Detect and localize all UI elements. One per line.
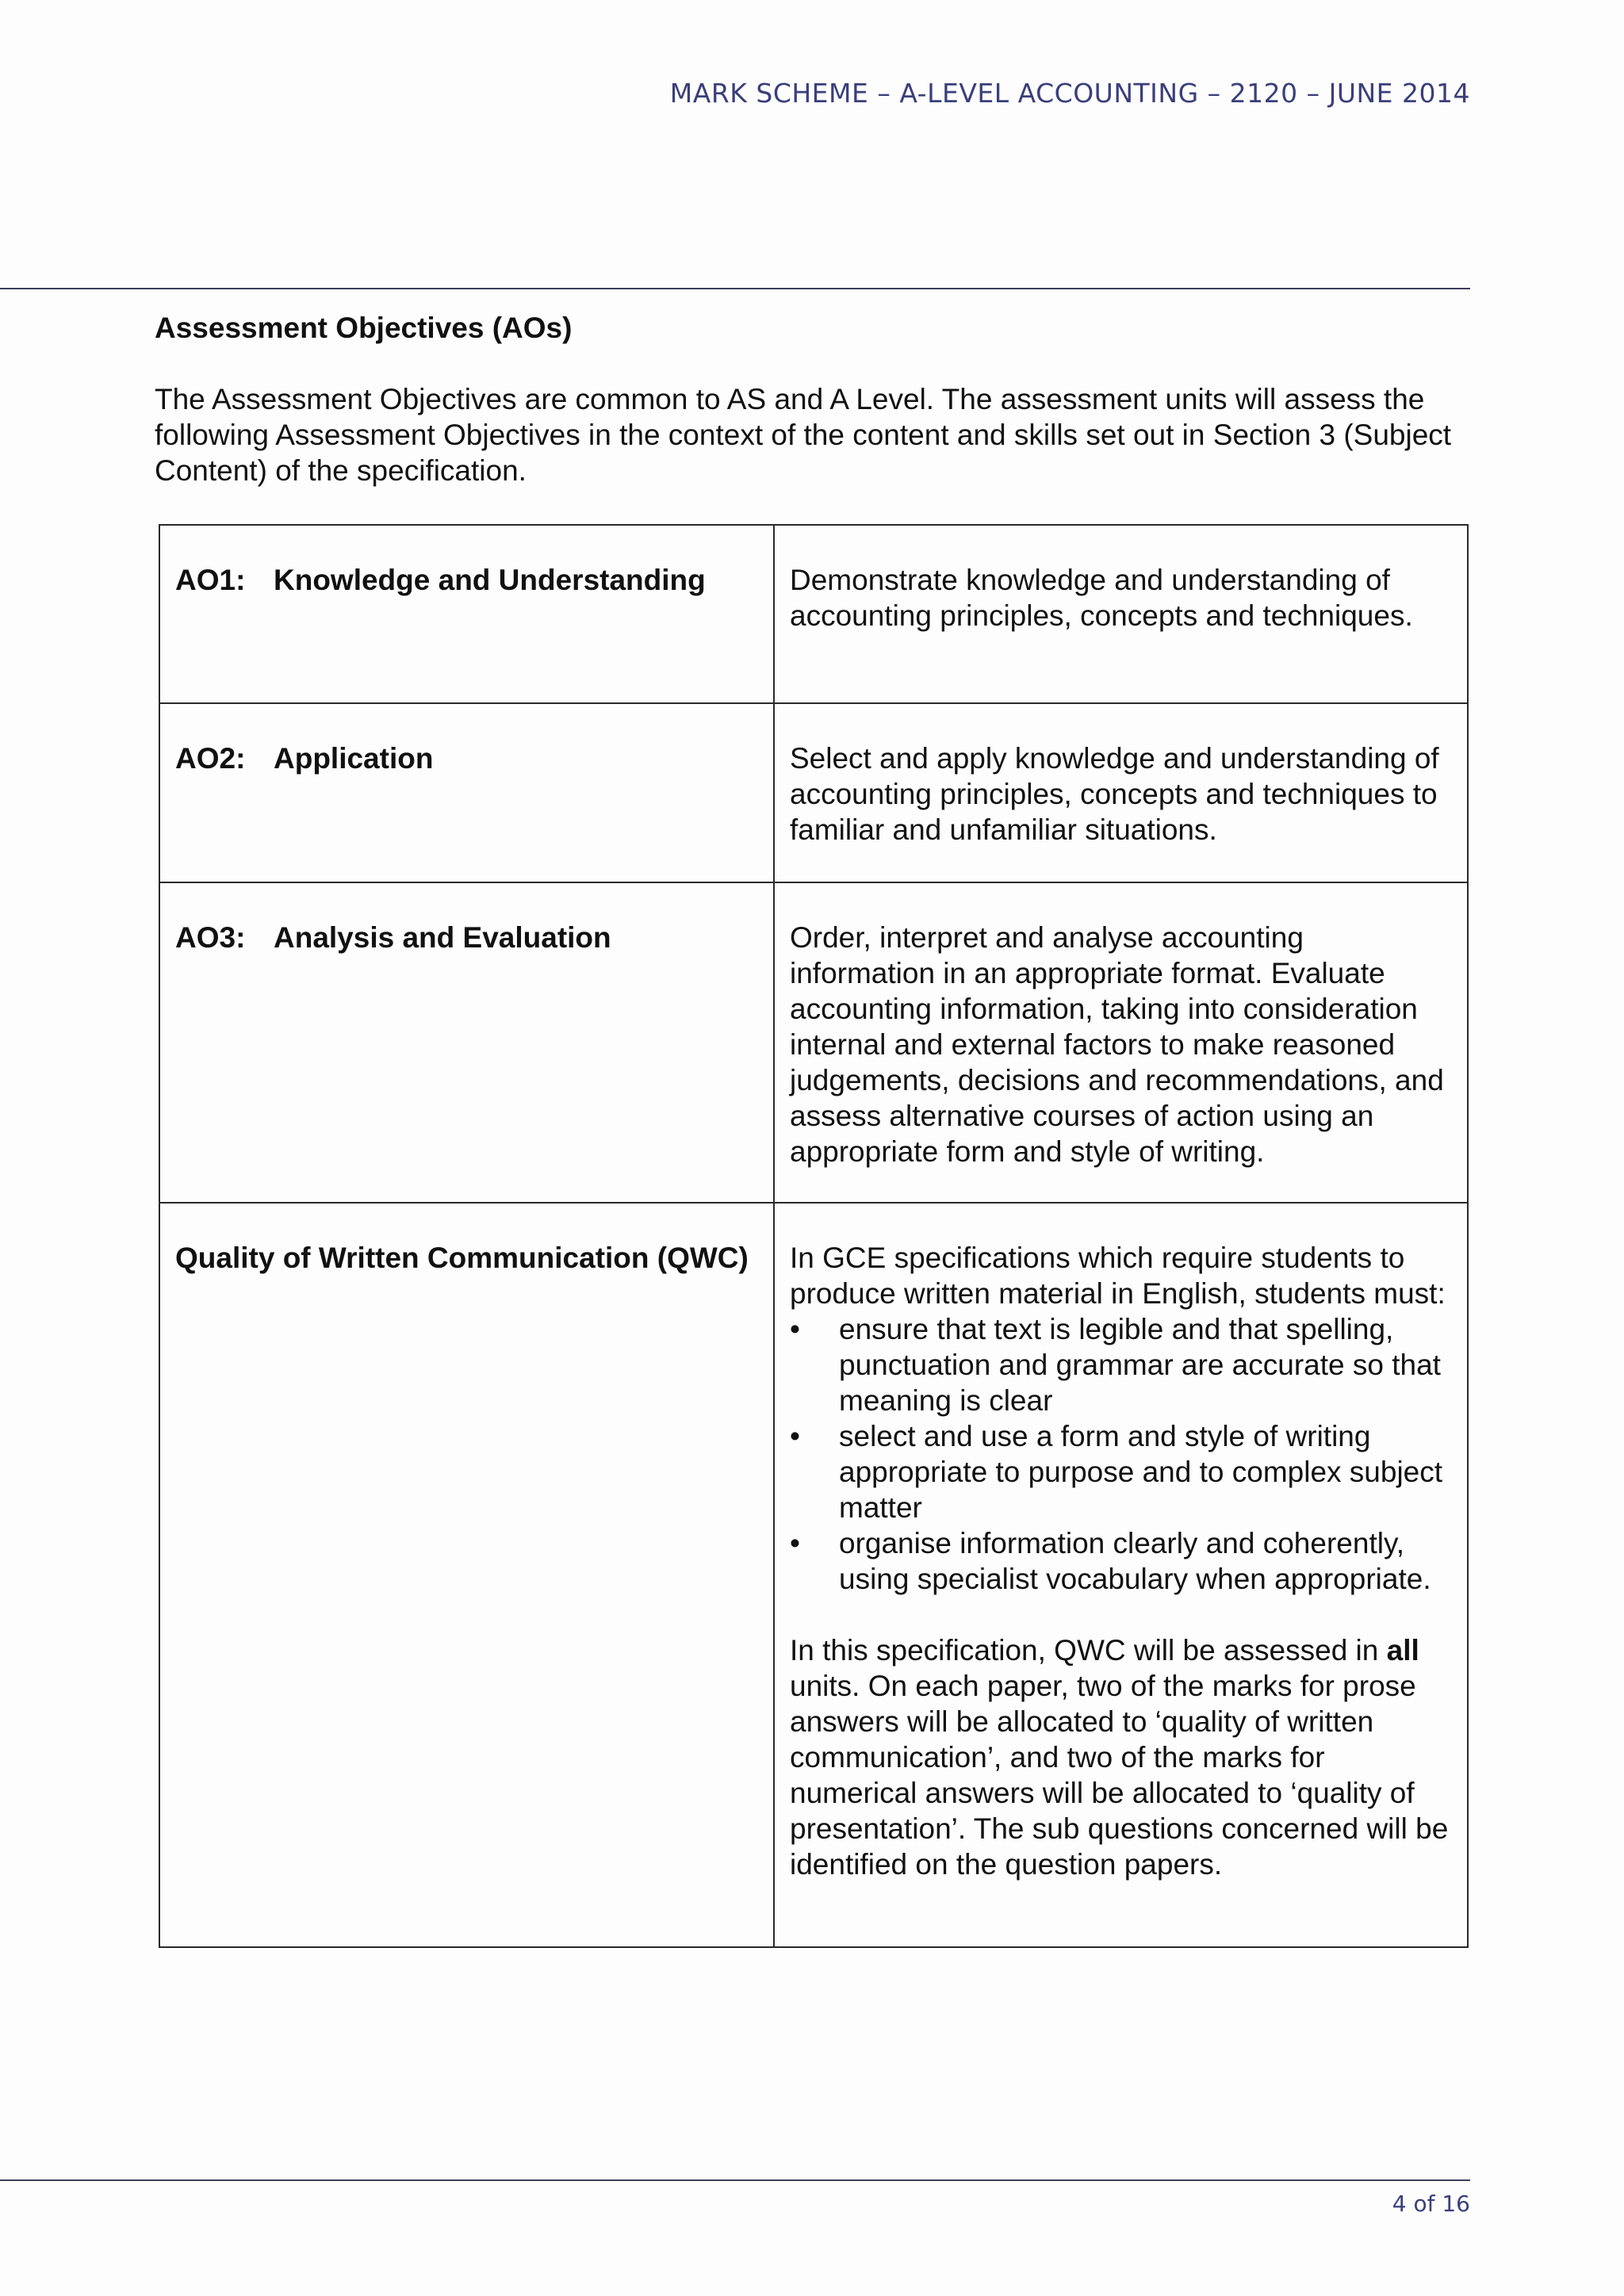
bullet-icon: • [790, 1527, 800, 1559]
objective-code: AO1: [175, 564, 246, 596]
bullet-icon: • [790, 1420, 800, 1452]
table-row [159, 1203, 1468, 1947]
objective-name: Knowledge and Understanding [274, 564, 706, 596]
objective-code: AO3: [175, 921, 246, 954]
header-divider [0, 288, 1470, 289]
objective-description-cell [774, 882, 1468, 1203]
qwc-closing-text-end: units. On each paper, two of the marks for prose answers will be allocated to ‘quality of written communication’, and two of the marks for numerical answers will be allocated to ‘quality of presentation’. The sub questions concerned will be identified on the question papers. [790, 1670, 1449, 1881]
objective-description-cell [774, 703, 1468, 882]
section-heading: Assessment Objectives (AOs) [155, 312, 573, 344]
table-row [159, 882, 1468, 1203]
objective-title-cell [159, 882, 774, 1203]
objective-code: AO2: [175, 742, 246, 775]
objective-title-cell [159, 703, 774, 882]
qwc-closing-emphasis: all [1386, 1634, 1419, 1667]
list-item-text: ensure that text is legible and that spelling, punctuation and grammar are accurate so that meaning is clear [839, 1313, 1441, 1417]
table-row [159, 703, 1468, 882]
objective-description: Select and apply knowledge and understanding of accounting principles, concepts and techniques to familiar and unfamiliar situations. [790, 742, 1439, 846]
qwc-bullet-list [790, 1311, 1453, 1597]
footer-divider [0, 2179, 1470, 2181]
qwc-closing-text-start: In this specification, QWC will be assessed in [790, 1634, 1387, 1667]
qwc-title-cell [159, 1203, 774, 1947]
page-number: 4 of 16 [1392, 2191, 1470, 2217]
list-item-text: organise information clearly and coherently, using specialist vocabulary when appropriate. [839, 1527, 1431, 1595]
section-intro: The Assessment Objectives are common to AS and A Level. The assessment units will assess the following Assessment Objectives in the context of the content and skills set out in Section 3 (Subject Content) of the specification. [155, 383, 1452, 487]
objective-name: Analysis and Evaluation [274, 921, 611, 954]
qwc-closing-paragraph [790, 1632, 1453, 1882]
objective-name: Application [274, 742, 434, 775]
table-row [159, 525, 1468, 703]
bullet-icon: • [790, 1313, 800, 1345]
objective-title-cell [159, 525, 774, 703]
list-item-text: select and use a form and style of writing appropriate to purpose and to complex subject matter [839, 1420, 1443, 1524]
qwc-title: Quality of Written Communication (QWC) [175, 1242, 749, 1274]
objective-description-cell [774, 525, 1468, 703]
objective-description: Demonstrate knowledge and understanding of accounting principles, concepts and techniques. [790, 564, 1413, 632]
qwc-description-cell [774, 1203, 1468, 1947]
assessment-objectives-table [159, 524, 1469, 1948]
list-item [790, 1311, 1453, 1418]
document-header-title: MARK SCHEME – A-LEVEL ACCOUNTING – 2120 – JUNE 2014 [669, 78, 1470, 109]
list-item [790, 1525, 1453, 1597]
qwc-intro: In GCE specifications which require students to produce written material in English, students must: [790, 1242, 1446, 1310]
objective-description: Order, interpret and analyse accounting information in an appropriate format. Evaluate accounting information, taking into consideration internal and external factors to make reasoned judgements, decisions and recommendations, and assess alternative courses of action using an appropriate form and style of writing. [790, 921, 1444, 1168]
list-item [790, 1418, 1453, 1525]
